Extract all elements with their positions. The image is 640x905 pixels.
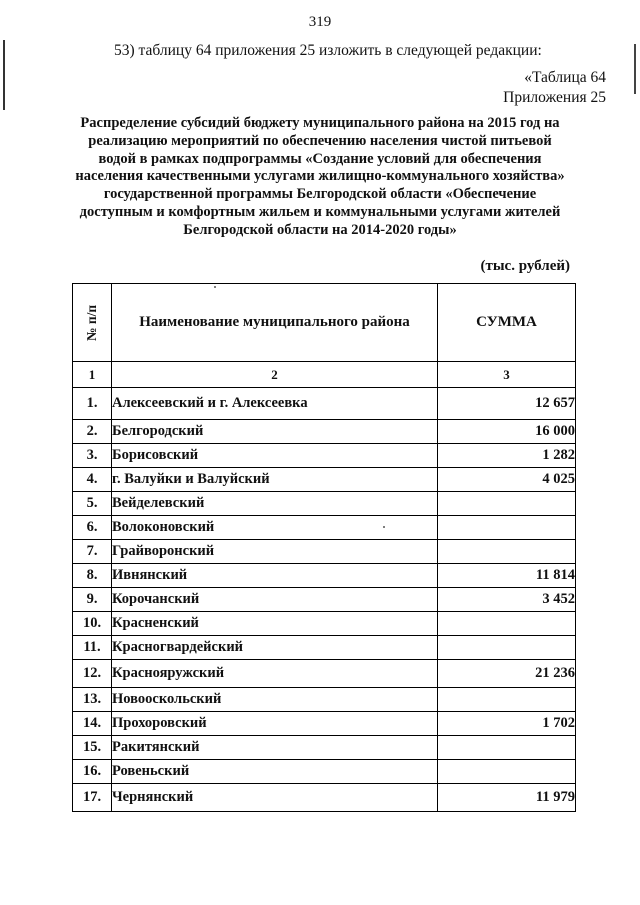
row-number: 6.: [73, 516, 112, 540]
row-number: 14.: [73, 712, 112, 736]
district-name: Новооскольский: [112, 688, 438, 712]
row-number: 12.: [73, 660, 112, 688]
row-number: 15.: [73, 736, 112, 760]
subsidy-amount: 21 236: [438, 660, 576, 688]
district-name: Волоконовский: [112, 516, 438, 540]
table-row: [73, 420, 576, 444]
row-number: 17.: [73, 784, 112, 812]
table-row: [73, 736, 576, 760]
subsidy-amount: [438, 760, 576, 784]
table-row: [73, 612, 576, 636]
row-number: 1.: [73, 388, 112, 420]
table-row: [73, 540, 576, 564]
page-number: 319: [308, 14, 332, 30]
table-header-row: [73, 284, 576, 362]
subsidy-amount: [438, 612, 576, 636]
district-name: Краснояружский: [112, 660, 438, 688]
subsidy-amount: [438, 688, 576, 712]
subsidy-amount: 1 702: [438, 712, 576, 736]
row-number: 2.: [73, 420, 112, 444]
row-number: 5.: [73, 492, 112, 516]
table-row: [73, 564, 576, 588]
district-name: Ровеньский: [112, 760, 438, 784]
subsidy-table: [72, 283, 576, 812]
row-number: 7.: [73, 540, 112, 564]
subsidy-amount: 3 452: [438, 588, 576, 612]
row-number: 16.: [73, 760, 112, 784]
row-number: 9.: [73, 588, 112, 612]
column-number-1: 1: [73, 362, 112, 388]
district-name: Грайворонский: [112, 540, 438, 564]
subsidy-amount: [438, 736, 576, 760]
district-name: Корочанский: [112, 588, 438, 612]
scan-edge-left: [3, 40, 5, 110]
district-name: Ракитянский: [112, 736, 438, 760]
district-name: г. Валуйки и Валуйский: [112, 468, 438, 492]
subsidy-amount: 11 979: [438, 784, 576, 812]
row-number: 3.: [73, 444, 112, 468]
units-label: (тыс. рублей): [480, 258, 570, 274]
amendment-intro: 53) таблицу 64 приложения 25 изложить в следующей редакции:: [114, 42, 542, 59]
district-name: Белгородский: [112, 420, 438, 444]
district-name: Алексеевский и г. Алексеевка: [112, 388, 438, 420]
table-row: [73, 636, 576, 660]
table-row: [73, 712, 576, 736]
table-row: [73, 444, 576, 468]
district-name: Красногвардейский: [112, 636, 438, 660]
subsidy-amount: [438, 492, 576, 516]
document-title: Распределение субсидий бюджету муниципального района на 2015 год на реализацию мероприятий по обеспечению населения чистой питьевой водой в рамках подпрограммы «Создание условий для обеспечения населения качественными услугами жилищно-коммунального хозяйства» государственной программы Белгородской области «Обеспечение доступным и комфортным жильем и коммунальными услугами жителей Белгородской области на 2014-2020 годы»: [75, 115, 565, 238]
district-name: Ивнянский: [112, 564, 438, 588]
row-number: 8.: [73, 564, 112, 588]
district-name: Прохоровский: [112, 712, 438, 736]
table-reference: [503, 68, 606, 108]
district-name: Вейделевский: [112, 492, 438, 516]
column-numbering-row: [73, 362, 576, 388]
header-number-label: № п/п: [84, 304, 99, 341]
row-number: 4.: [73, 468, 112, 492]
subsidy-amount: 12 657: [438, 388, 576, 420]
scan-speck: [214, 286, 216, 288]
table-row: [73, 516, 576, 540]
header-number: [73, 284, 112, 362]
scan-speck: [383, 526, 385, 528]
subsidy-amount: 4 025: [438, 468, 576, 492]
table-row: [73, 784, 576, 812]
table-row: [73, 760, 576, 784]
subsidy-amount: 11 814: [438, 564, 576, 588]
subsidy-amount: 16 000: [438, 420, 576, 444]
header-district-name: Наименование муниципального района: [112, 284, 438, 362]
subsidy-amount: [438, 540, 576, 564]
column-number-2: 2: [112, 362, 438, 388]
row-number: 13.: [73, 688, 112, 712]
table-row: [73, 588, 576, 612]
subsidy-amount: [438, 636, 576, 660]
table-row: [73, 492, 576, 516]
district-name: Борисовский: [112, 444, 438, 468]
subsidy-amount: [438, 516, 576, 540]
row-number: 10.: [73, 612, 112, 636]
table-row: [73, 388, 576, 420]
row-number: 11.: [73, 636, 112, 660]
district-name: Чернянский: [112, 784, 438, 812]
table-reference-line2: Приложения 25: [503, 89, 606, 106]
table-reference-line1: «Таблица 64: [524, 69, 606, 86]
district-name: Красненский: [112, 612, 438, 636]
subsidy-amount: 1 282: [438, 444, 576, 468]
column-number-3: 3: [438, 362, 576, 388]
header-sum: СУММА: [438, 284, 576, 362]
table-row: [73, 688, 576, 712]
table-row: [73, 660, 576, 688]
table-row: [73, 468, 576, 492]
scan-edge-right: [634, 44, 636, 94]
table-body: [73, 388, 576, 812]
